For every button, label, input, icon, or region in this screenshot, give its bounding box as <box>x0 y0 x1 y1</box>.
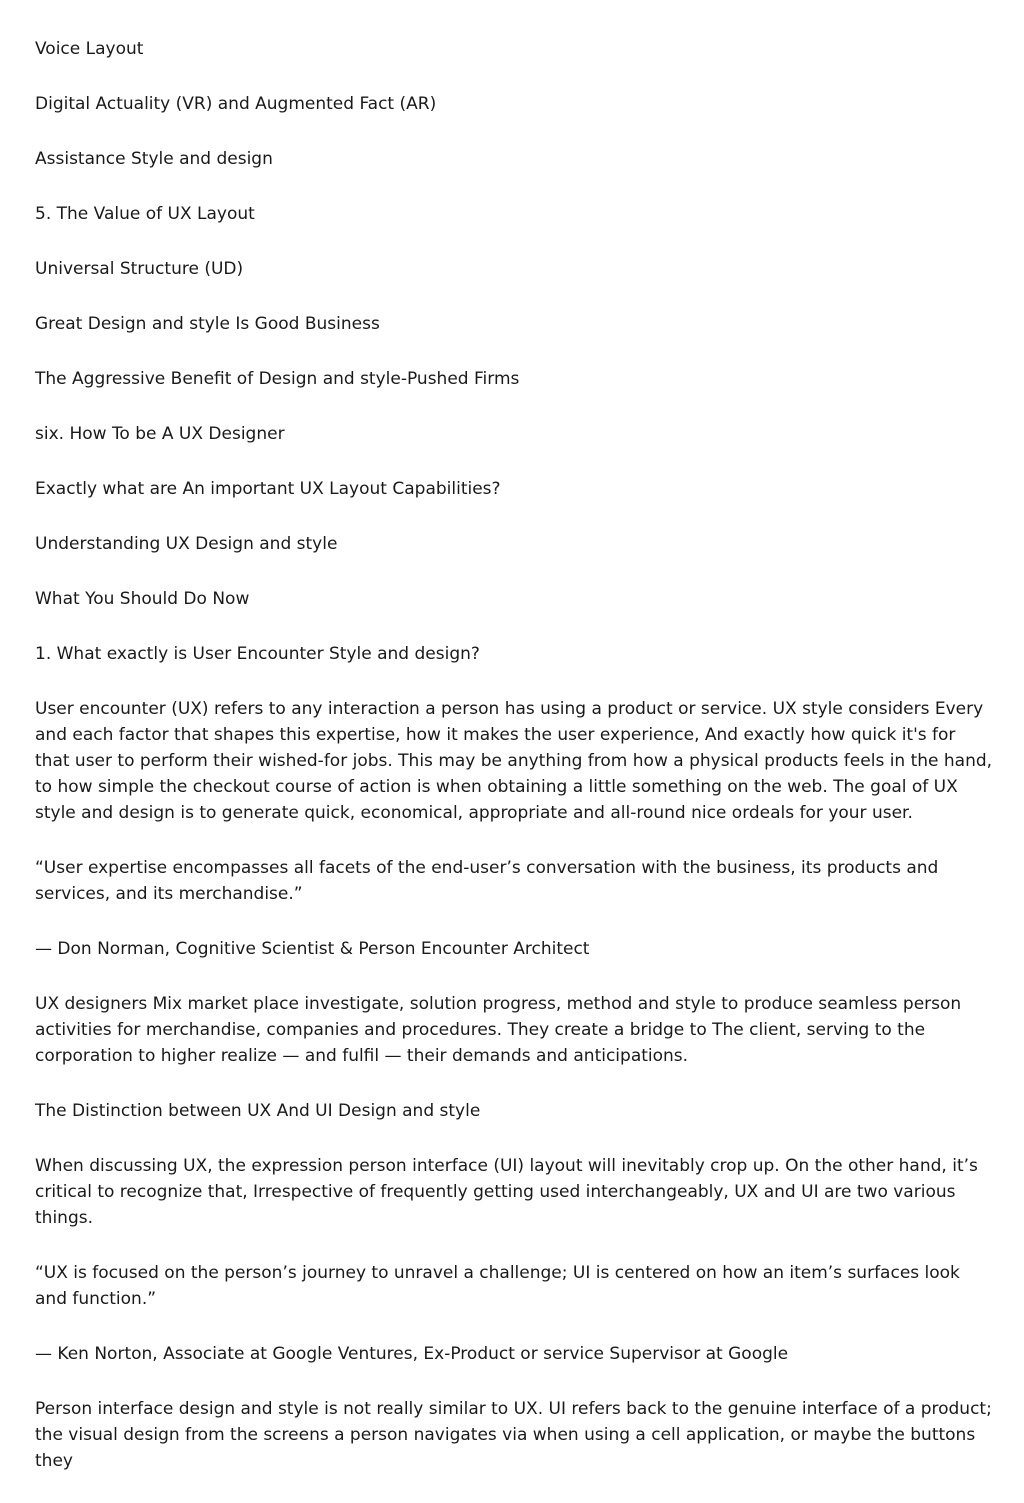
quote-attribution-norton: — Ken Norton, Associate at Google Ventures, Ex-Product or service Supervisor at Google <box>35 1344 789 1364</box>
list-item-good-business: Great Design and style Is Good Business <box>35 314 380 334</box>
quote-attribution-norman: — Don Norman, Cognitive Scientist & Person Encounter Architect <box>35 939 590 959</box>
list-item-aggressive-benefit: The Aggressive Benefit of Design and style-Pushed Firms <box>35 369 520 389</box>
body-paragraph-ux-designers: UX designers Mix market place investigate, solution progress, method and style to produce seamless person activities for merchandise, companies and procedures. They create a bridge to The client, serving to the corporation to higher realize — and fulfil — their demands and anticipations. <box>35 994 962 1066</box>
list-item-what-to-do-now: What You Should Do Now <box>35 589 250 609</box>
list-item-assistance-style: Assistance Style and design <box>35 149 273 169</box>
quote-norman: “User expertise encompasses all facets of the end-user’s conversation with the business, its products and services, and its merchandise.” <box>35 858 939 904</box>
section-heading-how-to-be-designer: six. How To be A UX Designer <box>35 424 285 444</box>
body-paragraph-ux-definition: User encounter (UX) refers to any interaction a person has using a product or service. UX style considers Every and each factor that shapes this expertise, how it makes the user experience, And exactly how quick it's for that user to perform their wished-for jobs. This may be anything from how a physical products feels in the hand, to how simple the checkout course of action is when obtaining a little something on the web. The goal of UX style and design is to generate quick, economical, appropriate and all-round nice ordeals for your user. <box>35 699 993 823</box>
list-item-understanding-ux: Understanding UX Design and style <box>35 534 338 554</box>
list-item-universal-structure: Universal Structure (UD) <box>35 259 244 279</box>
document-page <box>35 36 995 1503</box>
list-item-voice-layout: Voice Layout <box>35 39 144 59</box>
list-item-vr-ar: Digital Actuality (VR) and Augmented Fact (AR) <box>35 94 437 114</box>
body-paragraph-ux-ui-difference: When discussing UX, the expression person interface (UI) layout will inevitably crop up. On the other hand, it’s critical to recognize that, Irrespective of frequently getting used interchangeably, UX and UI are two various things. <box>35 1156 978 1228</box>
quote-norton: “UX is focused on the person’s journey to unravel a challenge; UI is centered on how an item’s surfaces look and function.” <box>35 1263 960 1309</box>
body-paragraph-ui-definition: Person interface design and style is not really similar to UX. UI refers back to the genuine interface of a product; the visual design from the screens a person navigates via when using a cell application, or maybe the buttons they <box>35 1399 992 1471</box>
section-heading-ux-vs-ui: The Distinction between UX And UI Design and style <box>35 1101 481 1121</box>
section-heading-value-of-ux: 5. The Value of UX Layout <box>35 204 255 224</box>
section-heading-what-is-ux: 1. What exactly is User Encounter Style and design? <box>35 644 480 664</box>
list-item-ux-capabilities: Exactly what are An important UX Layout Capabilities? <box>35 479 501 499</box>
